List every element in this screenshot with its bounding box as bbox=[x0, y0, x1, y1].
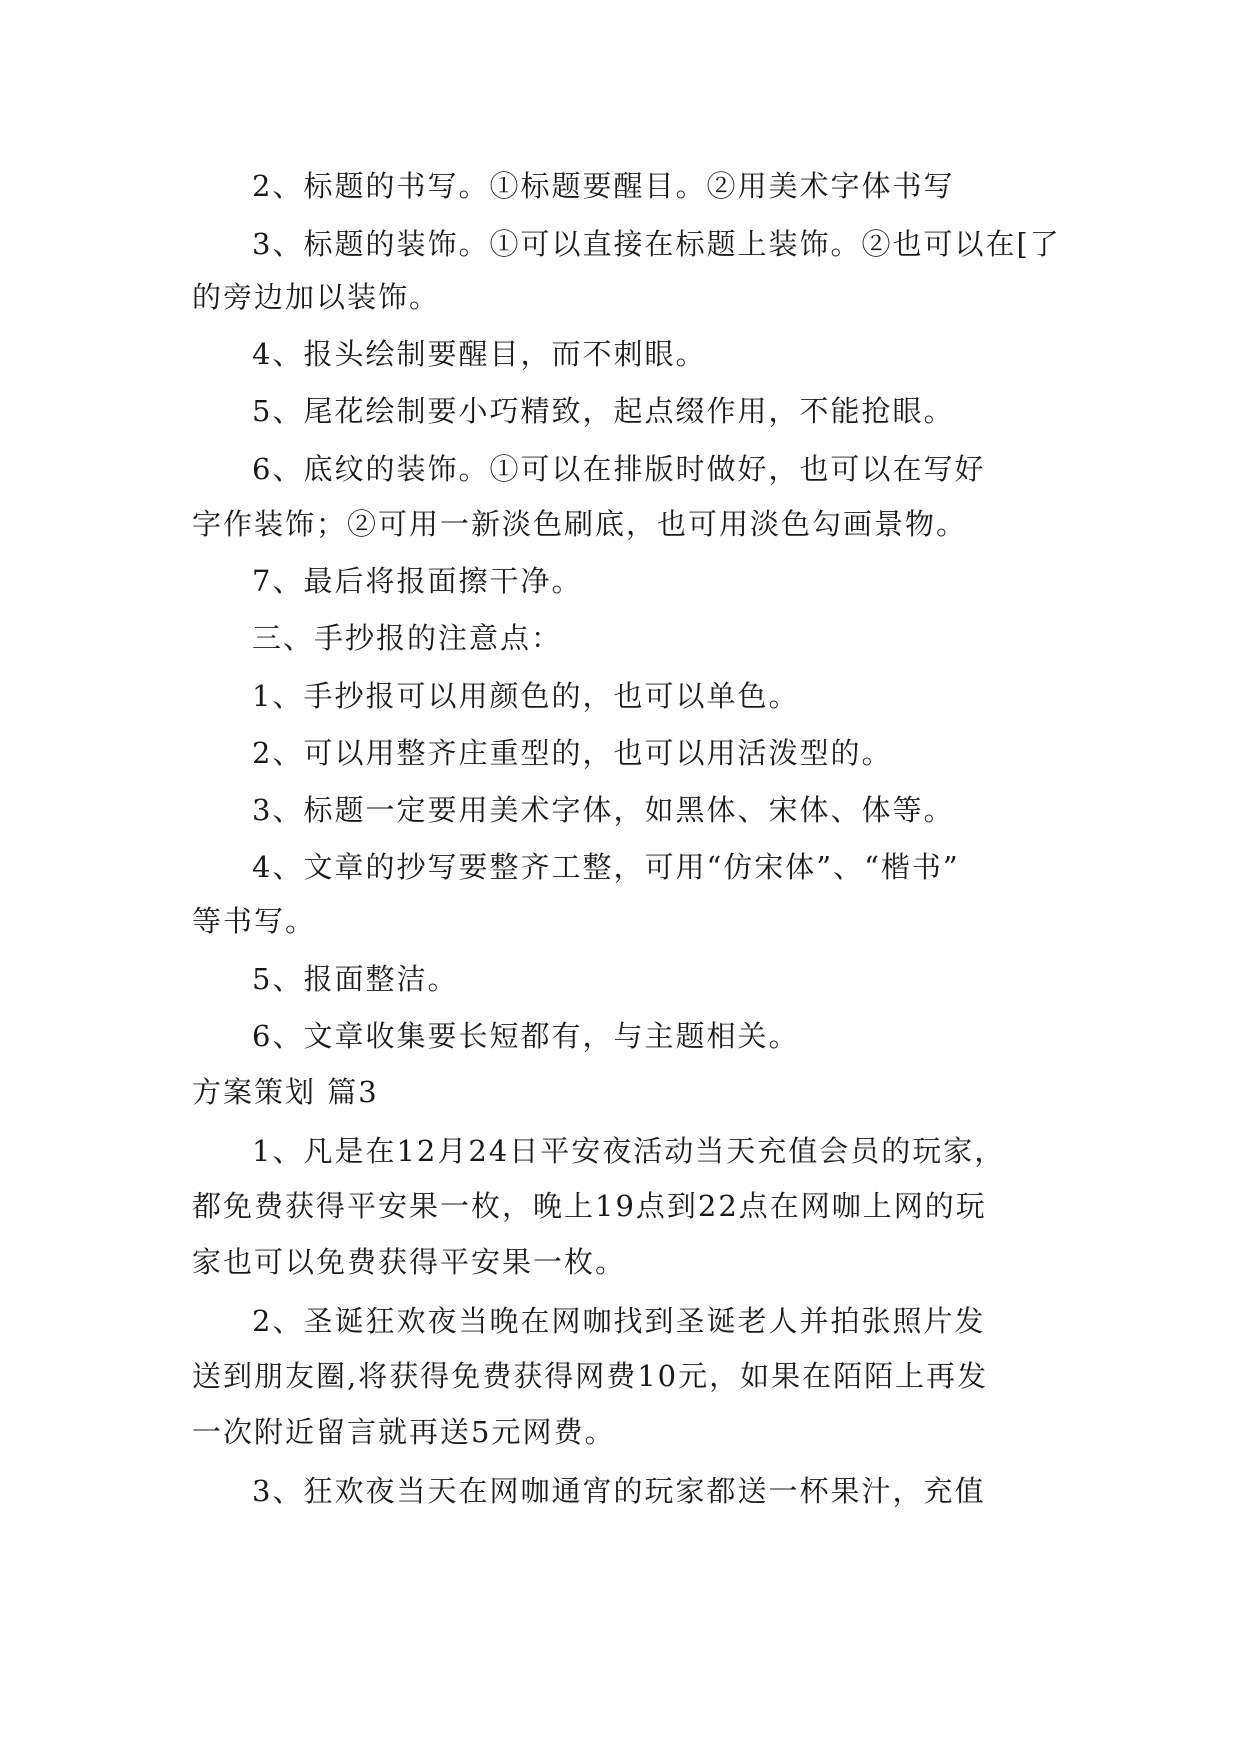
paragraph-line: 2、标题的书写。①标题要醒目。②用美术字体书写 bbox=[252, 169, 955, 203]
paragraph-line: 等书写。 bbox=[192, 904, 317, 938]
paragraph-line: 一次附近留言就再送5元网费。 bbox=[192, 1415, 616, 1449]
paragraph-line: 2、圣诞狂欢夜当晚在网咖找到圣诞老人并拍张照片发 bbox=[252, 1304, 986, 1338]
paragraph-line: 送到朋友圈,将获得免费获得网费10元，如果在陌陌上再发 bbox=[192, 1359, 989, 1393]
paragraph-line: 6、文章收集要长短都有，与主题相关。 bbox=[252, 1019, 800, 1053]
paragraph-line: 家也可以免费获得平安果一枚。 bbox=[192, 1245, 627, 1279]
paragraph-line: 3、标题的装饰。①可以直接在标题上装饰。②也可以在[了 bbox=[252, 227, 1061, 261]
paragraph-line: 2、可以用整齐庄重型的，也可以用活泼型的。 bbox=[252, 736, 893, 770]
section-heading: 三、手抄报的注意点： bbox=[252, 621, 563, 655]
paragraph-line: 1、凡是在12月24日平安夜活动当天充值会员的玩家， bbox=[252, 1134, 1006, 1168]
paragraph-line: 字作装饰；②可用一新淡色刷底，也可用淡色勾画景物。 bbox=[192, 507, 968, 541]
paragraph-line: 7、最后将报面擦干净。 bbox=[252, 564, 583, 598]
paragraph-line: 4、文章的抄写要整齐工整，可用“仿宋体”、“楷书” bbox=[252, 850, 960, 884]
paragraph-line: 的旁边加以装饰。 bbox=[192, 280, 441, 314]
paragraph-line: 5、报面整洁。 bbox=[252, 962, 459, 996]
paragraph-line: 都免费获得平安果一枚，晚上19点到22点在网咖上网的玩 bbox=[192, 1189, 987, 1223]
paragraph-line: 1、手抄报可以用颜色的，也可以单色。 bbox=[252, 679, 800, 713]
section-heading: 方案策划 篇3 bbox=[192, 1075, 379, 1109]
paragraph-line: 3、狂欢夜当天在网咖通宵的玩家都送一杯果汁，充值 bbox=[252, 1474, 986, 1508]
paragraph-line: 6、底纹的装饰。①可以在排版时做好，也可以在写好 bbox=[252, 452, 986, 486]
paragraph-line: 3、标题一定要用美术字体，如黑体、宋体、体等。 bbox=[252, 793, 955, 827]
paragraph-line: 4、报头绘制要醒目，而不刺眼。 bbox=[252, 337, 707, 371]
paragraph-line: 5、尾花绘制要小巧精致，起点缀作用，不能抢眼。 bbox=[252, 394, 955, 428]
